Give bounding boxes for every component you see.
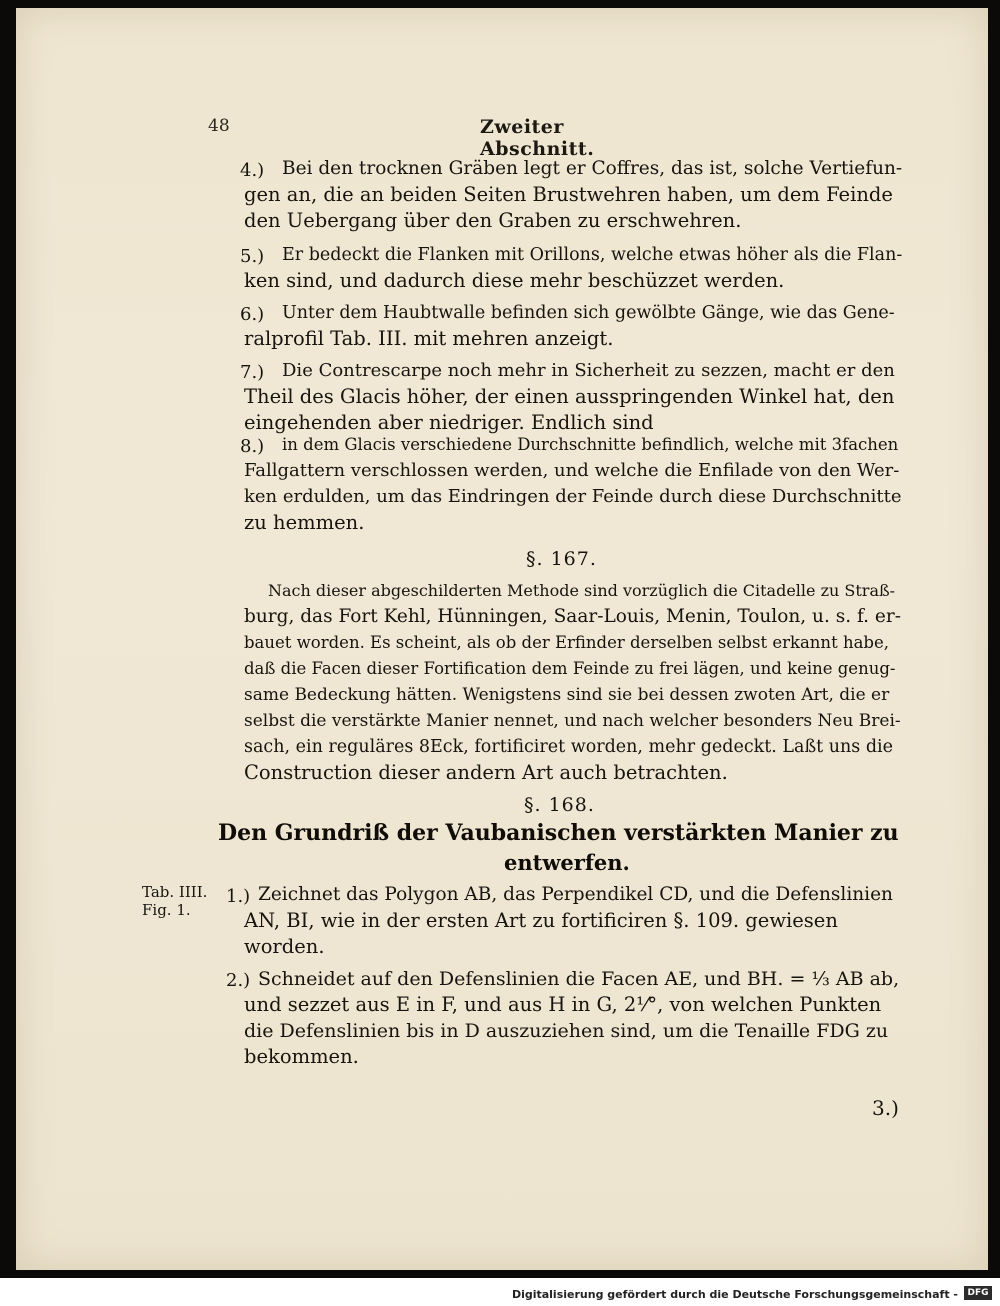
text-line: Construction dieser andern Art auch betrachten. [244,761,728,784]
text-line: Unter dem Haubtwalle befinden sich gewölbte Gänge, wie das Gene- [282,303,895,323]
margin-note-table: Tab. IIII. [142,883,208,901]
text-line: sach, ein reguläres 8Eck, fortificiret worden, mehr gedeckt. Laßt uns die [244,737,893,757]
running-head: Zweiter Abschnitt. [480,116,595,160]
text-line: in dem Glacis verschiedene Durchschnitte befindlich, welche mit 3fachen [282,435,899,454]
text-line: Zeichnet das Polygon AB, das Perpendikel CD, und die Defenslinien [258,884,893,905]
text-line: daß die Facen dieser Fortification dem Feinde zu frei lägen, und keine genug- [244,659,896,678]
item-number: 2.) [226,970,251,991]
text-line: und sezzet aus E in F, und aus H in G, 2⅟°, von welchen Punkten [244,993,882,1016]
text-line: Theil des Glacis höher, der einen ausspringenden Winkel hat, den [244,385,895,408]
text-line: AN, BI, wie in der ersten Art zu fortificiren §. 109. gewiesen [244,909,838,932]
text-line: zu hemmen. [244,511,365,534]
text-line: ken erdulden, um das Eindringen der Feinde durch diese Durchschnitte [244,486,902,507]
section-label: §. 167. [526,548,597,570]
item-number: 6.) [240,304,265,325]
text-line: ralprofil Tab. III. mit mehren anzeigt. [244,327,614,350]
text-line: Schneidet auf den Defenslinien die Facen AE, und BH. = ⅓ AB ab, [258,968,900,990]
catchword: 3.) [872,1096,899,1120]
text-line: die Defenslinien bis in D auszuziehen sind, um die Tenaille FDG zu [244,1020,889,1042]
item-number: 4.) [240,160,265,181]
text-line: same Bedeckung hätten. Wenigstens sind sie bei dessen zwoten Art, die er [244,685,890,705]
item-number: 5.) [240,246,265,267]
item-number: 1.) [226,886,251,907]
footer-bar [0,1280,1000,1306]
footer-credit: Digitalisierung gefördert durch die Deutsche Forschungsgemeinschaft - [511,1288,958,1301]
text-line: eingehenden aber niedriger. Endlich sind [244,411,654,434]
text-line: worden. [244,935,325,958]
dfg-logo: DFG [964,1286,992,1300]
text-line: gen an, die an beiden Seiten Brustwehren haben, um dem Feinde [244,183,893,206]
text-line: ken sind, und dadurch diese mehr beschüzzet werden. [244,269,785,292]
page-header [208,116,638,160]
text-line: Die Contrescarpe noch mehr in Sicherheit zu sezzen, macht er den [282,360,895,381]
text-line: burg, das Fort Kehl, Hünningen, Saar-Louis, Menin, Toulon, u. s. f. er- [244,606,901,627]
text-line: bekommen. [244,1045,359,1068]
text-line: Nach dieser abgeschilderten Methode sind vorzüglich die Citadelle zu Straß- [268,581,896,600]
section-subheading: entwerfen. [504,850,630,875]
text-line: den Uebergang über den Graben zu erschwehren. [244,209,742,232]
section-heading: Den Grundriß der Vaubanischen verstärkten Manier zu [218,820,899,846]
text-line: Fallgattern verschlossen werden, und welche die Enfilade von den Wer- [244,460,900,481]
text-line: Er bedeckt die Flanken mit Orillons, welche etwas höher als die Flan- [282,245,903,265]
text-line: bauet worden. Es scheint, als ob der Erfinder derselben selbst erkannt habe, [244,633,889,652]
margin-note-figure: Fig. 1. [142,901,191,919]
item-number: 8.) [240,436,265,457]
section-label: §. 168. [524,794,595,816]
page-number: 48 [208,116,230,136]
text-line: selbst die verstärkte Manier nennet, und nach welcher besonders Neu Brei- [244,711,901,731]
item-number: 7.) [240,362,265,383]
text-line: Bei den trocknen Gräben legt er Coffres, das ist, solche Vertiefun- [282,158,903,179]
